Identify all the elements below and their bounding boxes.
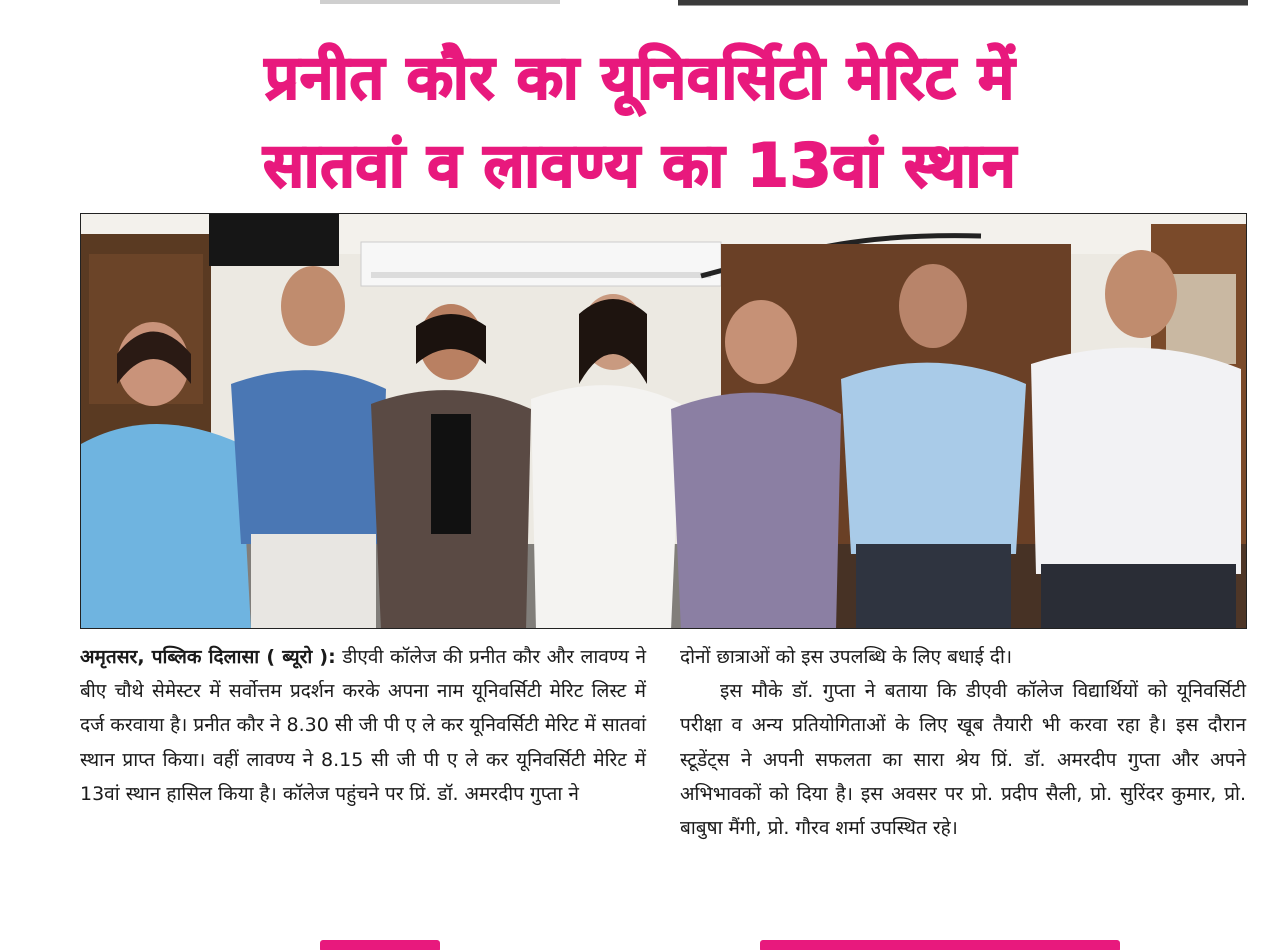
next-headline-fragment (0, 936, 1279, 950)
article-paragraph-2: दोनों छात्राओं को इस उपलब्धि के लिए बधाई दी। (680, 646, 1013, 668)
article-body-col1: डीएवी कॉलेज की प्रनीत कौर और लावण्य ने बीए चौथे सेमेस्टर में सर्वोत्तम प्रदर्शन करके अपना नाम यूनिवर्सिटी मेरिट लिस्ट में दर्ज करवाया है। प्रनीत कौर ने 8.30 सी जी पी ए ले कर यूनिवर्सिटी मेरिट में सातवां स्थान प्राप्त किया। वहीं लावण्य ने 8.15 सी जी पी ए ले कर यूनिवर्सिटी मेरिट में 13वां स्थान हासिल किया है। कॉलेज पहुंचने पर प्रिं. डॉ. अमरदीप गुप्ता ने (80, 646, 647, 805)
group-photo-image (81, 214, 1247, 629)
group-photo (80, 213, 1247, 629)
article-paragraph-3: इस मौके डॉ. गुप्ता ने बताया कि डीएवी कॉलेज विद्यार्थियों को यूनिवर्सिटी परीक्षा व अन्य प्रतियोगिताओं के लिए खूब तैयारी भी करवा रहा है। इस दौरान स्टूडेंट्स ने अपनी सफलता का सारा श्रेय प्रिं. डॉ. अमरदीप गुप्ता और अपने अभिभावकों को दिया है। इस अवसर पर प्रो. प्रदीप सैली, प्रो. सुरिंदर कुमार, प्रो. बाबुषा मैंगी, प्रो. गौरव शर्मा उपस्थित रहे। (680, 680, 1246, 840)
clipped-photo-edge (678, 0, 1248, 6)
article-column-1 (80, 640, 646, 811)
clipped-text-fragment (320, 0, 560, 4)
headline (40, 34, 1240, 210)
dateline: अमृतसर, पब्लिक दिलासा ( ब्यूरो ): (80, 646, 336, 668)
headline-line-2: सातवां व लावण्य का 13वां स्थान (263, 131, 1017, 201)
article-column-2 (680, 640, 1246, 845)
top-page-strip (0, 0, 1279, 8)
headline-line-1: प्रनीत कौर का यूनिवर्सिटी मेरिट में (264, 43, 1016, 113)
article-paragraph-1 (80, 640, 646, 811)
